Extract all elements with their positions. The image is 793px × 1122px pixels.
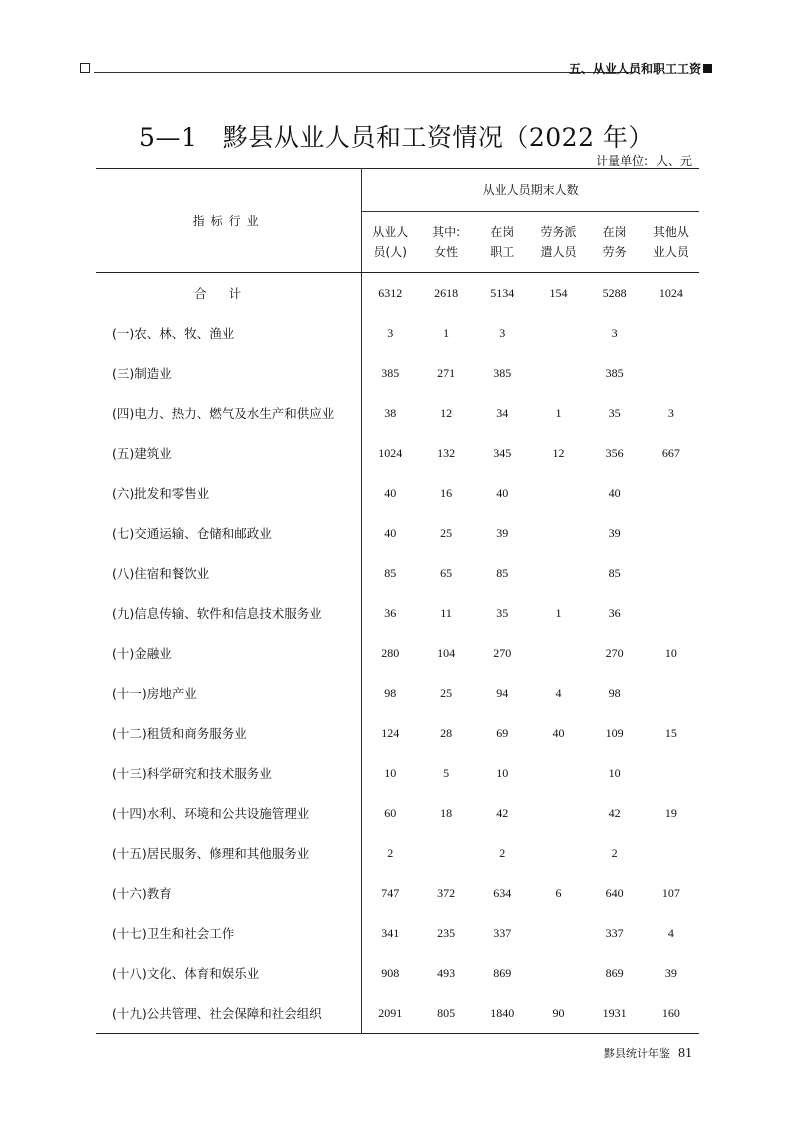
table-row [96, 753, 699, 793]
unit-value: 人、元 [655, 154, 692, 168]
table-cell [643, 673, 699, 713]
table-cell: 34 [496, 405, 509, 420]
table-cell: 154 [549, 285, 568, 300]
table-cell: 40 [362, 473, 418, 513]
table-cell [643, 313, 699, 353]
row-label: (六)批发和零售业 [112, 486, 210, 501]
table-cell [643, 513, 699, 553]
page-number: 81 [678, 1046, 692, 1061]
table-cell: 40 [552, 725, 565, 740]
table-row [96, 553, 699, 593]
table-cell: 667 [661, 445, 680, 460]
table-cell: 493 [437, 965, 456, 980]
table-cell: 747 [362, 873, 418, 913]
row-label: (一)农、林、牧、渔业 [112, 326, 235, 341]
table-cell: 1 [555, 605, 562, 620]
table-cell: 3 [499, 325, 506, 340]
table-cell [530, 353, 586, 393]
table-cell: 160 [643, 993, 699, 1034]
table-cell [530, 513, 586, 553]
table-row [96, 793, 699, 833]
table-cell: 385 [605, 365, 624, 380]
table-cell: 341 [362, 913, 418, 953]
table-cell: 280 [362, 633, 418, 673]
row-label: (十二)租赁和商务服务业 [112, 726, 247, 741]
total-row [96, 273, 699, 314]
table-cell: 869 [493, 965, 512, 980]
table-row [96, 833, 699, 873]
table-cell: 40 [362, 513, 418, 553]
table-cell: 36 [608, 605, 621, 620]
table-cell: 38 [362, 393, 418, 433]
row-header: 指标行业 [96, 169, 362, 273]
row-label: (十九)公共管理、社会保障和社会组织 [96, 993, 362, 1034]
table-cell: 109 [605, 725, 624, 740]
header-square-icon [80, 63, 90, 73]
table-row [96, 913, 699, 953]
table-cell: 107 [661, 885, 680, 900]
table-cell: 36 [362, 593, 418, 633]
unit-note [596, 152, 692, 169]
table-cell: 39 [608, 525, 621, 540]
row-label: 合计 [194, 286, 264, 301]
table-cell: 65 [440, 565, 453, 580]
row-label: (十八)文化、体育和娱乐业 [112, 966, 260, 981]
table-cell: 39 [664, 965, 677, 980]
row-label: (十七)卫生和社会工作 [112, 926, 235, 941]
table-cell [530, 753, 586, 793]
table-cell: 2 [499, 845, 506, 860]
table-cell: 35 [496, 605, 509, 620]
table-row [96, 593, 699, 633]
footer-book-title: 黟县统计年鉴 [604, 1047, 670, 1060]
table-cell: 869 [605, 965, 624, 980]
table-cell: 372 [437, 885, 456, 900]
row-label: (十六)教育 [112, 886, 172, 901]
table-cell [530, 913, 586, 953]
table-cell: 39 [496, 525, 509, 540]
table-cell: 1024 [362, 433, 418, 473]
table-cell: 69 [496, 725, 509, 740]
table-row [96, 513, 699, 553]
table-row [96, 393, 699, 433]
table-cell: 3 [611, 325, 618, 340]
column-header: 在岗 劳务 [587, 212, 643, 273]
table-cell: 5134 [490, 285, 515, 300]
table-row [96, 873, 699, 913]
column-header: 从业人 员(人) [362, 212, 418, 273]
table-cell [643, 353, 699, 393]
table-cell: 85 [362, 553, 418, 593]
table-cell: 337 [605, 925, 624, 940]
row-label: (十)金融业 [112, 646, 172, 661]
table-cell: 2091 [362, 993, 418, 1034]
table-cell: 10 [362, 753, 418, 793]
header-block-icon [703, 64, 712, 73]
table-cell: 42 [496, 805, 509, 820]
table-cell: 1 [555, 405, 562, 420]
row-label: (十五)居民服务、修理和其他服务业 [112, 846, 310, 861]
table-cell: 385 [493, 365, 512, 380]
header-section-title: 五、从业人员和职工工资 [569, 60, 712, 77]
row-label: (三)制造业 [112, 366, 172, 381]
row-label: (七)交通运输、仓储和邮政业 [112, 526, 272, 541]
table-cell: 40 [608, 485, 621, 500]
table-cell: 634 [493, 885, 512, 900]
row-label: (四)电力、热力、燃气及水生产和供应业 [112, 406, 335, 421]
table-cell: 4 [555, 685, 562, 700]
table-cell [418, 833, 474, 873]
table-cell [530, 553, 586, 593]
table-cell: 104 [437, 645, 456, 660]
column-header: 其中: 女性 [418, 212, 474, 273]
table-cell: 85 [608, 565, 621, 580]
table-cell: 18 [440, 805, 453, 820]
table-cell: 12 [440, 405, 453, 420]
group-header: 从业人员期末人数 [362, 169, 699, 212]
table-row [96, 953, 699, 993]
table-cell: 42 [608, 805, 621, 820]
header-rule [94, 72, 634, 73]
table-cell: 1931 [587, 993, 643, 1034]
table-cell: 25 [440, 685, 453, 700]
row-label: (十一)房地产业 [112, 686, 197, 701]
table-cell: 85 [496, 565, 509, 580]
table-row [96, 993, 699, 1034]
table-cell: 6 [555, 885, 562, 900]
table-cell: 28 [440, 725, 453, 740]
column-header: 劳务派 遣人员 [530, 212, 586, 273]
page-title: 5—1 黟县从业人员和工资情况（2022 年） [139, 123, 654, 152]
data-table [96, 168, 699, 1034]
table-cell: 235 [437, 925, 456, 940]
table-cell: 94 [496, 685, 509, 700]
table-cell: 10 [608, 765, 621, 780]
table-cell: 98 [608, 685, 621, 700]
table-cell: 356 [605, 445, 624, 460]
row-label: (八)住宿和餐饮业 [112, 566, 210, 581]
table-cell: 1024 [658, 285, 683, 300]
table-cell [643, 593, 699, 633]
table-cell: 2618 [434, 285, 459, 300]
table-cell: 345 [493, 445, 512, 460]
table-cell [530, 473, 586, 513]
table-cell: 2 [611, 845, 618, 860]
table-cell: 124 [362, 713, 418, 753]
table-cell: 337 [493, 925, 512, 940]
table-row [96, 713, 699, 753]
table-row [96, 433, 699, 473]
table-cell: 3 [362, 313, 418, 353]
table-cell: 10 [664, 645, 677, 660]
table-cell [530, 633, 586, 673]
table-cell: 12 [552, 445, 565, 460]
row-label: (十四)水利、环境和公共设施管理业 [112, 806, 310, 821]
table-cell: 6312 [362, 273, 418, 314]
column-header: 其他从 业人员 [643, 212, 699, 273]
table-cell: 5 [443, 765, 450, 780]
table-cell: 25 [440, 525, 453, 540]
table-cell [643, 833, 699, 873]
row-label: (九)信息传输、软件和信息技术服务业 [112, 606, 322, 621]
page-footer [604, 1045, 692, 1062]
table-row [96, 353, 699, 393]
table-cell: 10 [496, 765, 509, 780]
column-header: 在岗 职工 [474, 212, 530, 273]
table-cell [530, 793, 586, 833]
table-row [96, 313, 699, 353]
table-cell: 3 [667, 405, 674, 420]
table-cell [643, 553, 699, 593]
table-cell: 270 [605, 645, 624, 660]
row-label: (五)建筑业 [112, 446, 172, 461]
table-cell [643, 753, 699, 793]
table-cell: 1840 [474, 993, 530, 1034]
table-row [96, 473, 699, 513]
table-cell: 640 [605, 885, 624, 900]
table-cell: 16 [440, 485, 453, 500]
row-label: (十三)科学研究和技术服务业 [112, 766, 272, 781]
table-cell [643, 473, 699, 513]
table-cell: 11 [440, 605, 452, 620]
table-cell: 35 [608, 405, 621, 420]
table-cell: 271 [437, 365, 456, 380]
table-cell: 90 [530, 993, 586, 1034]
table-cell: 40 [496, 485, 509, 500]
table-cell: 1 [443, 325, 450, 340]
table-cell [530, 313, 586, 353]
running-header [80, 60, 712, 80]
table-cell: 5288 [602, 285, 627, 300]
table-row [96, 633, 699, 673]
table-cell: 4 [667, 925, 674, 940]
table-cell: 270 [493, 645, 512, 660]
table-row [96, 673, 699, 713]
table-cell: 15 [664, 725, 677, 740]
table-cell: 908 [362, 953, 418, 993]
table-cell: 385 [362, 353, 418, 393]
table-cell [530, 833, 586, 873]
table-cell [530, 953, 586, 993]
table-cell: 805 [418, 993, 474, 1034]
table-cell: 132 [437, 445, 456, 460]
table-cell: 98 [362, 673, 418, 713]
table-cell: 19 [664, 805, 677, 820]
table-cell: 60 [362, 793, 418, 833]
unit-label: 计量单位: [595, 154, 648, 168]
table-cell: 2 [362, 833, 418, 873]
